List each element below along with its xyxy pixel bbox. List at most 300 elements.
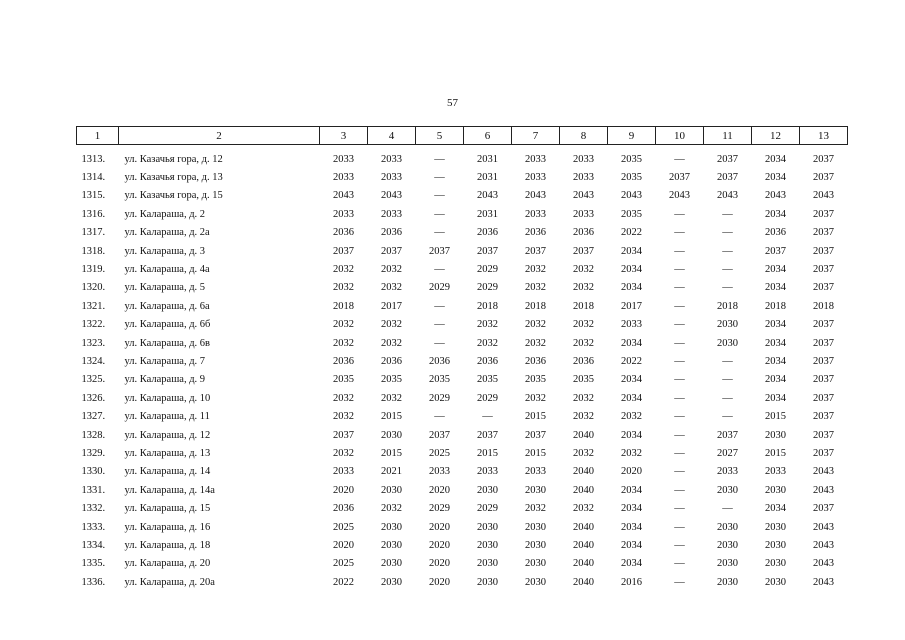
row-number: 1331. [81, 484, 106, 496]
year-cell: 2036 [525, 227, 546, 239]
year-cell: 2037 [717, 429, 738, 441]
year-cell: 2033 [765, 466, 786, 478]
address-cell: ул. Казачья гора, д. 15 [124, 190, 223, 202]
year-cell: 2034 [765, 282, 786, 294]
year-cell: — [674, 337, 685, 349]
year-cell: 2035 [621, 153, 642, 165]
year-cell: 2032 [621, 411, 642, 423]
year-cell: 2037 [813, 208, 834, 220]
year-cell: 2033 [525, 208, 546, 220]
year-cell: 2043 [813, 484, 834, 496]
year-cell: — [434, 264, 445, 276]
year-cell: 2036 [525, 355, 546, 367]
year-cell: 2034 [621, 503, 642, 515]
year-cell: 2030 [525, 521, 546, 533]
column-header: 10 [656, 127, 704, 145]
year-cell: 2036 [381, 227, 402, 239]
year-cell: 2029 [477, 282, 498, 294]
row-number: 1332. [81, 503, 106, 515]
column-header: 1 [77, 127, 119, 145]
year-cell: — [674, 374, 685, 386]
year-cell: 2032 [333, 447, 354, 459]
year-cell: 2034 [621, 558, 642, 570]
row-number: 1330. [81, 466, 106, 478]
year-cell: — [674, 411, 685, 423]
year-cell: 2029 [429, 392, 450, 404]
table-row [77, 279, 848, 297]
year-cell: 2030 [381, 539, 402, 551]
year-cell: 2037 [813, 319, 834, 331]
row-number: 1333. [81, 521, 106, 533]
year-cell: 2029 [429, 282, 450, 294]
table-row [77, 573, 848, 591]
year-cell: 2034 [621, 392, 642, 404]
year-cell: — [434, 153, 445, 165]
year-cell: 2035 [333, 374, 354, 386]
year-cell: 2018 [717, 300, 738, 312]
year-cell: 2036 [573, 355, 594, 367]
year-cell: — [722, 227, 733, 239]
year-cell: 2030 [765, 539, 786, 551]
address-cell: ул. Калараша, д. 6б [124, 319, 211, 331]
table-row [77, 407, 848, 425]
year-cell: — [434, 337, 445, 349]
column-header: 13 [800, 127, 848, 145]
year-cell: 2032 [525, 337, 546, 349]
year-cell: 2035 [429, 374, 450, 386]
year-cell: 2015 [765, 447, 786, 459]
year-cell: 2037 [813, 411, 834, 423]
year-cell: 2033 [381, 208, 402, 220]
year-cell: 2037 [477, 429, 498, 441]
year-cell: 2040 [573, 558, 594, 570]
year-cell: 2036 [477, 355, 498, 367]
row-number: 1334. [81, 539, 106, 551]
year-cell: 2033 [525, 172, 546, 184]
year-cell: 2037 [429, 245, 450, 257]
year-cell: 2022 [621, 227, 642, 239]
year-cell: 2034 [765, 503, 786, 515]
year-cell: — [674, 300, 685, 312]
year-cell: 2029 [477, 264, 498, 276]
year-cell: 2036 [333, 355, 354, 367]
year-cell: 2036 [477, 227, 498, 239]
row-number: 1317. [81, 227, 106, 239]
year-cell: 2032 [381, 282, 402, 294]
year-cell: 2036 [765, 227, 786, 239]
year-cell: 2033 [573, 153, 594, 165]
year-cell: 2025 [333, 521, 354, 533]
year-cell: 2020 [429, 558, 450, 570]
year-cell: 2029 [477, 392, 498, 404]
column-header: 7 [512, 127, 560, 145]
year-cell: 2030 [525, 484, 546, 496]
year-cell: 2018 [477, 300, 498, 312]
year-cell: 2018 [813, 300, 834, 312]
column-header: 11 [704, 127, 752, 145]
table-row [77, 444, 848, 462]
table-body [77, 145, 848, 592]
year-cell: 2033 [333, 208, 354, 220]
year-cell: — [674, 576, 685, 588]
year-cell: 2032 [573, 503, 594, 515]
address-cell: ул. Калараша, д. 7 [124, 355, 206, 367]
year-cell: 2030 [717, 558, 738, 570]
year-cell: 2030 [717, 521, 738, 533]
table-row [77, 334, 848, 352]
year-cell: 2031 [477, 172, 498, 184]
row-number: 1315. [81, 190, 106, 202]
year-cell: 2020 [333, 539, 354, 551]
year-cell: 2037 [333, 245, 354, 257]
address-cell: ул. Калараша, д. 16 [124, 521, 211, 533]
year-cell: 2020 [429, 576, 450, 588]
year-cell: — [674, 264, 685, 276]
year-cell: 2031 [477, 208, 498, 220]
year-cell: — [722, 355, 733, 367]
address-cell: ул. Калараша, д. 20а [124, 576, 215, 588]
address-cell: ул. Калараша, д. 13 [124, 447, 211, 459]
year-cell: 2037 [381, 245, 402, 257]
address-cell: ул. Калараша, д. 14а [124, 484, 215, 496]
year-cell: 2040 [573, 576, 594, 588]
year-cell: 2043 [573, 190, 594, 202]
year-cell: 2018 [525, 300, 546, 312]
year-cell: 2033 [429, 466, 450, 478]
column-header: 8 [560, 127, 608, 145]
year-cell: 2032 [381, 392, 402, 404]
year-cell: 2034 [621, 337, 642, 349]
year-cell: 2043 [525, 190, 546, 202]
year-cell: — [434, 411, 445, 423]
year-cell: 2043 [813, 466, 834, 478]
year-cell: 2020 [333, 484, 354, 496]
year-cell: — [482, 411, 493, 423]
address-cell: ул. Казачья гора, д. 12 [124, 153, 223, 165]
column-header: 3 [320, 127, 368, 145]
year-cell: 2032 [573, 337, 594, 349]
table-row [77, 242, 848, 260]
year-cell: — [674, 503, 685, 515]
year-cell: 2032 [381, 337, 402, 349]
year-cell: — [722, 208, 733, 220]
year-cell: 2032 [525, 392, 546, 404]
year-cell: — [674, 355, 685, 367]
year-cell: 2034 [765, 208, 786, 220]
year-cell: 2037 [813, 447, 834, 459]
row-number: 1335. [81, 558, 106, 570]
year-cell: 2030 [717, 337, 738, 349]
year-cell: 2034 [621, 282, 642, 294]
year-cell: 2037 [573, 245, 594, 257]
year-cell: 2033 [381, 153, 402, 165]
year-cell: 2034 [621, 429, 642, 441]
year-cell: 2040 [573, 521, 594, 533]
year-cell: 2020 [621, 466, 642, 478]
year-cell: 2036 [381, 355, 402, 367]
year-cell: 2031 [477, 153, 498, 165]
year-cell: 2037 [333, 429, 354, 441]
year-cell: 2043 [813, 539, 834, 551]
year-cell: 2032 [573, 411, 594, 423]
address-cell: ул. Калараша, д. 14 [124, 466, 211, 478]
year-cell: 2034 [765, 355, 786, 367]
year-cell: — [722, 282, 733, 294]
year-cell: 2035 [525, 374, 546, 386]
year-cell: 2034 [621, 374, 642, 386]
table-row [77, 371, 848, 389]
year-cell: 2032 [333, 337, 354, 349]
year-cell: 2018 [573, 300, 594, 312]
year-cell: 2033 [621, 319, 642, 331]
year-cell: 2034 [621, 484, 642, 496]
year-cell: 2043 [621, 190, 642, 202]
address-cell: ул. Калараша, д. 10 [124, 392, 211, 404]
year-cell: 2033 [333, 466, 354, 478]
year-cell: 2027 [717, 447, 738, 459]
year-cell: 2043 [813, 558, 834, 570]
address-cell: ул. Калараша, д. 15 [124, 503, 211, 515]
year-cell: — [674, 521, 685, 533]
table-header-row [77, 127, 848, 145]
year-cell: 2030 [717, 319, 738, 331]
year-cell: 2037 [813, 172, 834, 184]
year-cell: 2032 [381, 264, 402, 276]
year-cell: 2017 [381, 300, 402, 312]
year-cell: 2025 [429, 447, 450, 459]
year-cell: 2015 [525, 447, 546, 459]
year-cell: 2029 [477, 503, 498, 515]
year-cell: 2036 [333, 227, 354, 239]
year-cell: — [674, 392, 685, 404]
year-cell: — [722, 392, 733, 404]
column-header: 9 [608, 127, 656, 145]
year-cell: 2015 [381, 447, 402, 459]
year-cell: 2032 [573, 447, 594, 459]
year-cell: 2034 [765, 319, 786, 331]
year-cell: — [674, 208, 685, 220]
year-cell: 2032 [381, 319, 402, 331]
year-cell: — [674, 245, 685, 257]
year-cell: 2032 [621, 447, 642, 459]
year-cell: — [722, 374, 733, 386]
year-cell: — [434, 227, 445, 239]
year-cell: 2034 [765, 264, 786, 276]
year-cell: 2043 [813, 521, 834, 533]
year-cell: 2037 [813, 153, 834, 165]
year-cell: 2032 [333, 411, 354, 423]
column-header: 2 [119, 127, 320, 145]
row-number: 1324. [81, 355, 106, 367]
year-cell: 2037 [813, 392, 834, 404]
year-cell: 2032 [477, 319, 498, 331]
year-cell: 2033 [573, 208, 594, 220]
year-cell: 2021 [381, 466, 402, 478]
row-number: 1316. [81, 208, 106, 220]
year-cell: 2030 [381, 429, 402, 441]
row-number: 1325. [81, 374, 106, 386]
year-cell: 2035 [573, 374, 594, 386]
address-cell: ул. Калараша, д. 2а [124, 227, 210, 239]
year-cell: 2034 [765, 337, 786, 349]
year-cell: 2037 [813, 227, 834, 239]
year-cell: 2030 [381, 521, 402, 533]
year-cell: 2033 [333, 153, 354, 165]
year-cell: 2036 [573, 227, 594, 239]
year-cell: 2037 [669, 172, 690, 184]
year-cell: 2035 [621, 208, 642, 220]
address-cell: ул. Калараша, д. 6в [124, 337, 211, 349]
year-cell: 2036 [333, 503, 354, 515]
year-cell: 2030 [717, 576, 738, 588]
table-row [77, 389, 848, 407]
column-header: 4 [368, 127, 416, 145]
year-cell: — [722, 245, 733, 257]
address-cell: ул. Калараша, д. 20 [124, 558, 211, 570]
year-cell: 2034 [765, 172, 786, 184]
year-cell: 2033 [573, 172, 594, 184]
year-cell: 2033 [525, 153, 546, 165]
table-row [77, 426, 848, 444]
year-cell: 2032 [573, 264, 594, 276]
row-number: 1320. [81, 282, 106, 294]
table-row [77, 463, 848, 481]
year-cell: — [434, 172, 445, 184]
address-cell: ул. Калараша, д. 5 [124, 282, 206, 294]
year-cell: 2037 [813, 374, 834, 386]
year-cell: 2034 [621, 539, 642, 551]
year-cell: 2043 [477, 190, 498, 202]
table-row [77, 316, 848, 334]
row-number: 1323. [81, 337, 106, 349]
year-cell: 2037 [717, 153, 738, 165]
year-cell: 2037 [813, 503, 834, 515]
year-cell: 2037 [525, 429, 546, 441]
table-row [77, 481, 848, 499]
year-cell: 2030 [477, 558, 498, 570]
year-cell: 2022 [621, 355, 642, 367]
year-cell: — [674, 447, 685, 459]
year-cell: 2030 [765, 576, 786, 588]
year-cell: 2034 [765, 153, 786, 165]
table-row [77, 150, 848, 168]
year-cell: 2020 [429, 521, 450, 533]
year-cell: 2016 [621, 576, 642, 588]
year-cell: 2034 [765, 392, 786, 404]
row-number: 1326. [81, 392, 106, 404]
year-cell: 2015 [477, 447, 498, 459]
year-cell: 2043 [333, 190, 354, 202]
year-cell: 2037 [765, 245, 786, 257]
year-cell: 2033 [381, 172, 402, 184]
year-cell: 2030 [765, 429, 786, 441]
year-cell: 2030 [477, 576, 498, 588]
year-cell: 2030 [381, 576, 402, 588]
year-cell: — [674, 484, 685, 496]
year-cell: 2033 [333, 172, 354, 184]
year-cell: — [674, 558, 685, 570]
year-cell: — [674, 282, 685, 294]
year-cell: 2032 [333, 392, 354, 404]
year-cell: 2043 [669, 190, 690, 202]
year-cell: 2032 [573, 319, 594, 331]
year-cell: 2040 [573, 429, 594, 441]
year-cell: 2037 [429, 429, 450, 441]
year-cell: — [674, 227, 685, 239]
year-cell: 2036 [429, 355, 450, 367]
address-cell: ул. Калараша, д. 9 [124, 374, 206, 386]
address-cell: ул. Калараша, д. 11 [124, 411, 210, 423]
year-cell: 2032 [333, 282, 354, 294]
year-cell: 2020 [429, 539, 450, 551]
table-row [77, 518, 848, 536]
table-row [77, 224, 848, 242]
address-cell: ул. Калараша, д. 6а [124, 300, 210, 312]
year-cell: 2030 [477, 521, 498, 533]
table-row [77, 352, 848, 370]
year-cell: 2032 [333, 264, 354, 276]
row-number: 1336. [81, 576, 106, 588]
year-cell: 2033 [477, 466, 498, 478]
year-cell: 2034 [765, 374, 786, 386]
year-cell: 2034 [621, 264, 642, 276]
address-cell: ул. Казачья гора, д. 13 [124, 172, 223, 184]
year-cell: 2029 [429, 503, 450, 515]
address-cell: ул. Калараша, д. 4а [124, 264, 210, 276]
year-cell: 2015 [525, 411, 546, 423]
year-cell: 2022 [333, 576, 354, 588]
year-cell: 2018 [765, 300, 786, 312]
year-cell: 2035 [381, 374, 402, 386]
year-cell: 2037 [813, 282, 834, 294]
row-number: 1314. [81, 172, 106, 184]
year-cell: 2030 [525, 539, 546, 551]
year-cell: 2037 [525, 245, 546, 257]
year-cell: 2043 [813, 190, 834, 202]
year-cell: 2032 [333, 319, 354, 331]
year-cell: 2035 [621, 172, 642, 184]
row-number: 1327. [81, 411, 106, 423]
year-cell: 2017 [621, 300, 642, 312]
year-cell: 2030 [477, 539, 498, 551]
year-cell: 2032 [573, 392, 594, 404]
year-cell: 2040 [573, 484, 594, 496]
register-table [76, 126, 848, 591]
row-number: 1318. [81, 245, 106, 257]
year-cell: 2040 [573, 466, 594, 478]
year-cell: — [722, 503, 733, 515]
year-cell: 2032 [477, 337, 498, 349]
year-cell: 2025 [333, 558, 354, 570]
year-cell: 2030 [381, 484, 402, 496]
year-cell: 2030 [765, 521, 786, 533]
year-cell: — [674, 466, 685, 478]
table-row [77, 168, 848, 186]
year-cell: 2015 [381, 411, 402, 423]
address-cell: ул. Калараша, д. 12 [124, 429, 211, 441]
year-cell: — [434, 208, 445, 220]
row-number: 1328. [81, 429, 106, 441]
year-cell: 2035 [477, 374, 498, 386]
table-row [77, 260, 848, 278]
year-cell: — [722, 264, 733, 276]
year-cell: 2020 [429, 484, 450, 496]
year-cell: 2018 [333, 300, 354, 312]
year-cell: — [434, 300, 445, 312]
year-cell: 2032 [381, 503, 402, 515]
year-cell: 2037 [813, 245, 834, 257]
year-cell: 2032 [525, 319, 546, 331]
